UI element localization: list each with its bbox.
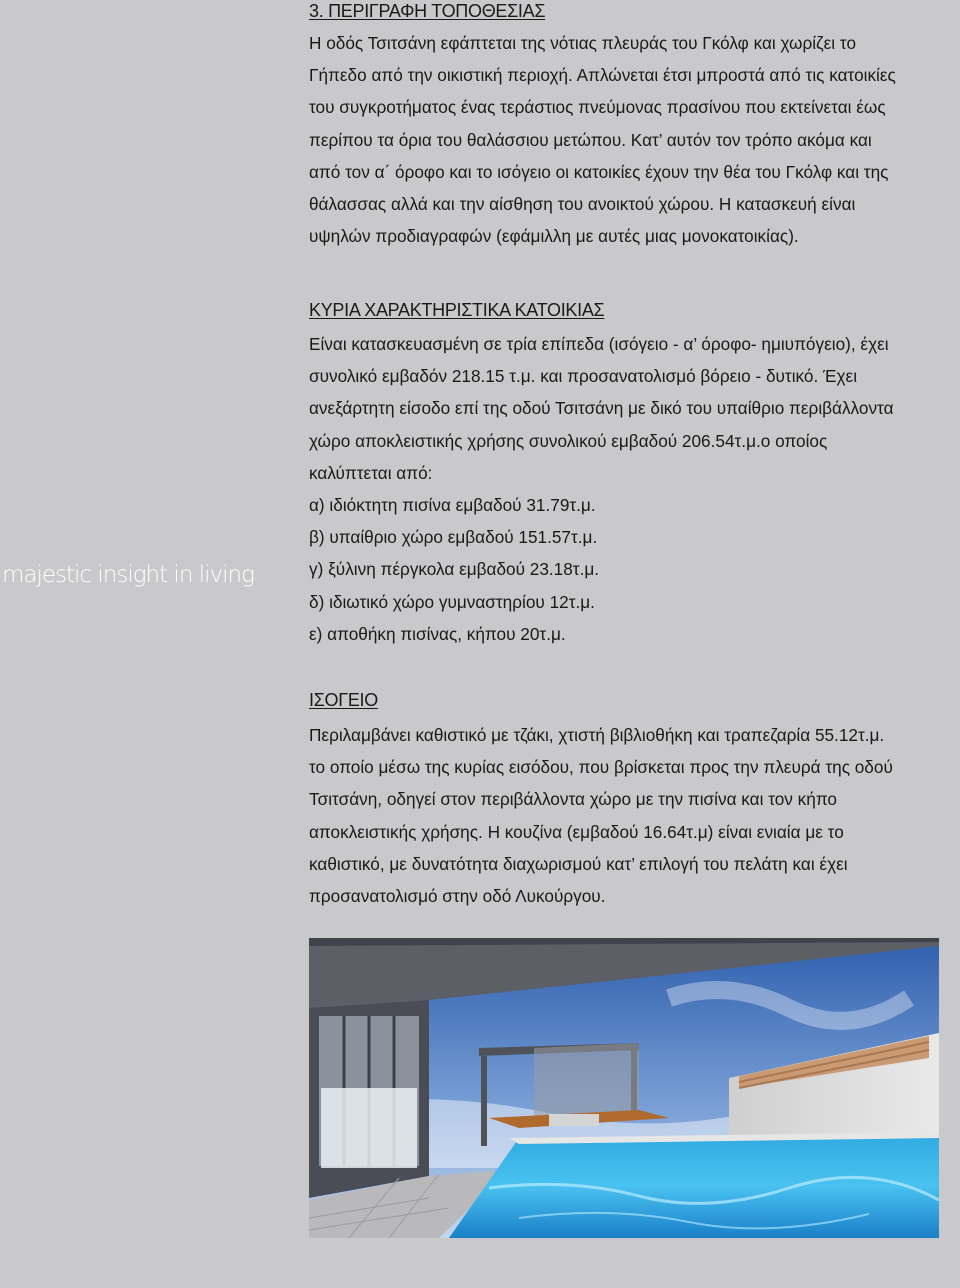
list-item: α) ιδιόκτητη πισίνα εμβαδού 31.79τ.μ. (309, 495, 596, 516)
paragraph-line: Είναι κατασκευασμένη σε τρία επίπεδα (ισόγειο - α’ όροφο- ημιυπόγειο), έχει (309, 334, 889, 354)
brand-tagline: majestic insight in living (2, 562, 254, 588)
paragraph-line: ανεξάρτητη είσοδο επί της οδού Τσιτσάνη με δικό του υπαίθριο περιβάλλοντα (309, 398, 894, 419)
paragraph-line: Η οδός Τσιτσάνη εφάπτεται της νότιας πλευράς του Γκόλφ και χωρίζει το (309, 33, 857, 53)
section-main-features (309, 299, 894, 650)
pool-render-illustration (309, 938, 939, 1238)
list-item: γ) ξύλινη πέργκολα εμβαδού 23.18τ.μ. (309, 559, 600, 580)
paragraph-line: καθιστικό, με δυνατότητα διαχωρισμού κατ’ επιλογή του πελάτη και έχει (309, 853, 848, 874)
paragraph-line: καλύπτεται από: (309, 462, 433, 483)
paragraph-line: Γήπεδο από την οικιστική περιοχή. Απλώνεται έτσι μπροστά από τις κατοικίες (309, 65, 896, 86)
paragraph-line: του συγκροτήματος ένας τεράστιος πνεύμονας πρασίνου που εκτείνεται έως (309, 97, 886, 118)
list-item: ε) αποθήκη πισίνας, κήπου 20τ.μ. (309, 623, 566, 644)
paragraph-line: περίπου τα όρια του θαλάσσιου μετώπου. Κατ’ αυτόν τον τρόπο ακόμα και (309, 129, 872, 150)
section-heading: 3. ΠΕΡΙΓΡΑΦΗ ΤΟΠΟΘΕΣΙΑΣ (309, 1, 546, 21)
list-item: δ) ιδιωτικό χώρο γυμναστηρίου 12τ.μ. (309, 591, 595, 612)
list-item: β) υπαίθριο χώρο εμβαδού 151.57τ.μ. (309, 527, 598, 548)
section-heading: ΚΥΡΙΑ ΧΑΡΑΚΤΗΡΙΣΤΙΚΑ ΚΑΤΟΙΚΙΑΣ (309, 300, 605, 320)
paragraph-line: Τσιτσάνη, οδηγεί στον περιβάλλοντα χώρο με την πισίνα και τον κήπο (309, 789, 837, 810)
section-ground-floor (309, 689, 893, 912)
paragraph-line: θάλασσας αλλά και την αίσθηση του ανοικτού χώρου. Η κατασκευή είναι (309, 194, 856, 215)
paragraph-line: Περιλαμβάνει καθιστικό με τζάκι, χτιστή βιβλιοθήκη και τραπεζαρία 55.12τ.μ. (309, 725, 885, 745)
paragraph-line: από τον α΄ όροφο και το ισόγειο οι κατοικίες έχουν την θέα του Γκόλφ και της (309, 161, 889, 182)
pool-render-image (309, 938, 939, 1238)
paragraph-line: χώρο αποκλειστικής χρήσης συνολικού εμβαδού 206.54τ.μ.ο οποίος (309, 430, 828, 451)
paragraph-line: συνολικό εμβαδόν 218.15 τ.μ. και προσανατολισμό βόρειο - δυτικό. Έχει (309, 366, 858, 387)
paragraph-line: το οποίο μέσω της κυρίας εισόδου, που βρίσκεται προς την πλευρά της οδού (309, 757, 893, 778)
paragraph-line: προσανατολισμό στην οδό Λυκούργου. (309, 886, 606, 907)
paragraph-line: υψηλών προδιαγραφών (εφάμιλλη με αυτές μιας μονοκατοικίας). (309, 226, 799, 247)
paragraph-line: αποκλειστικής χρήσης. Η κουζίνα (εμβαδού 16.64τ.μ) είναι ενιαία με το (309, 821, 844, 842)
section-heading: ΙΣΟΓΕΙΟ (309, 690, 378, 710)
section-location (309, 0, 896, 252)
